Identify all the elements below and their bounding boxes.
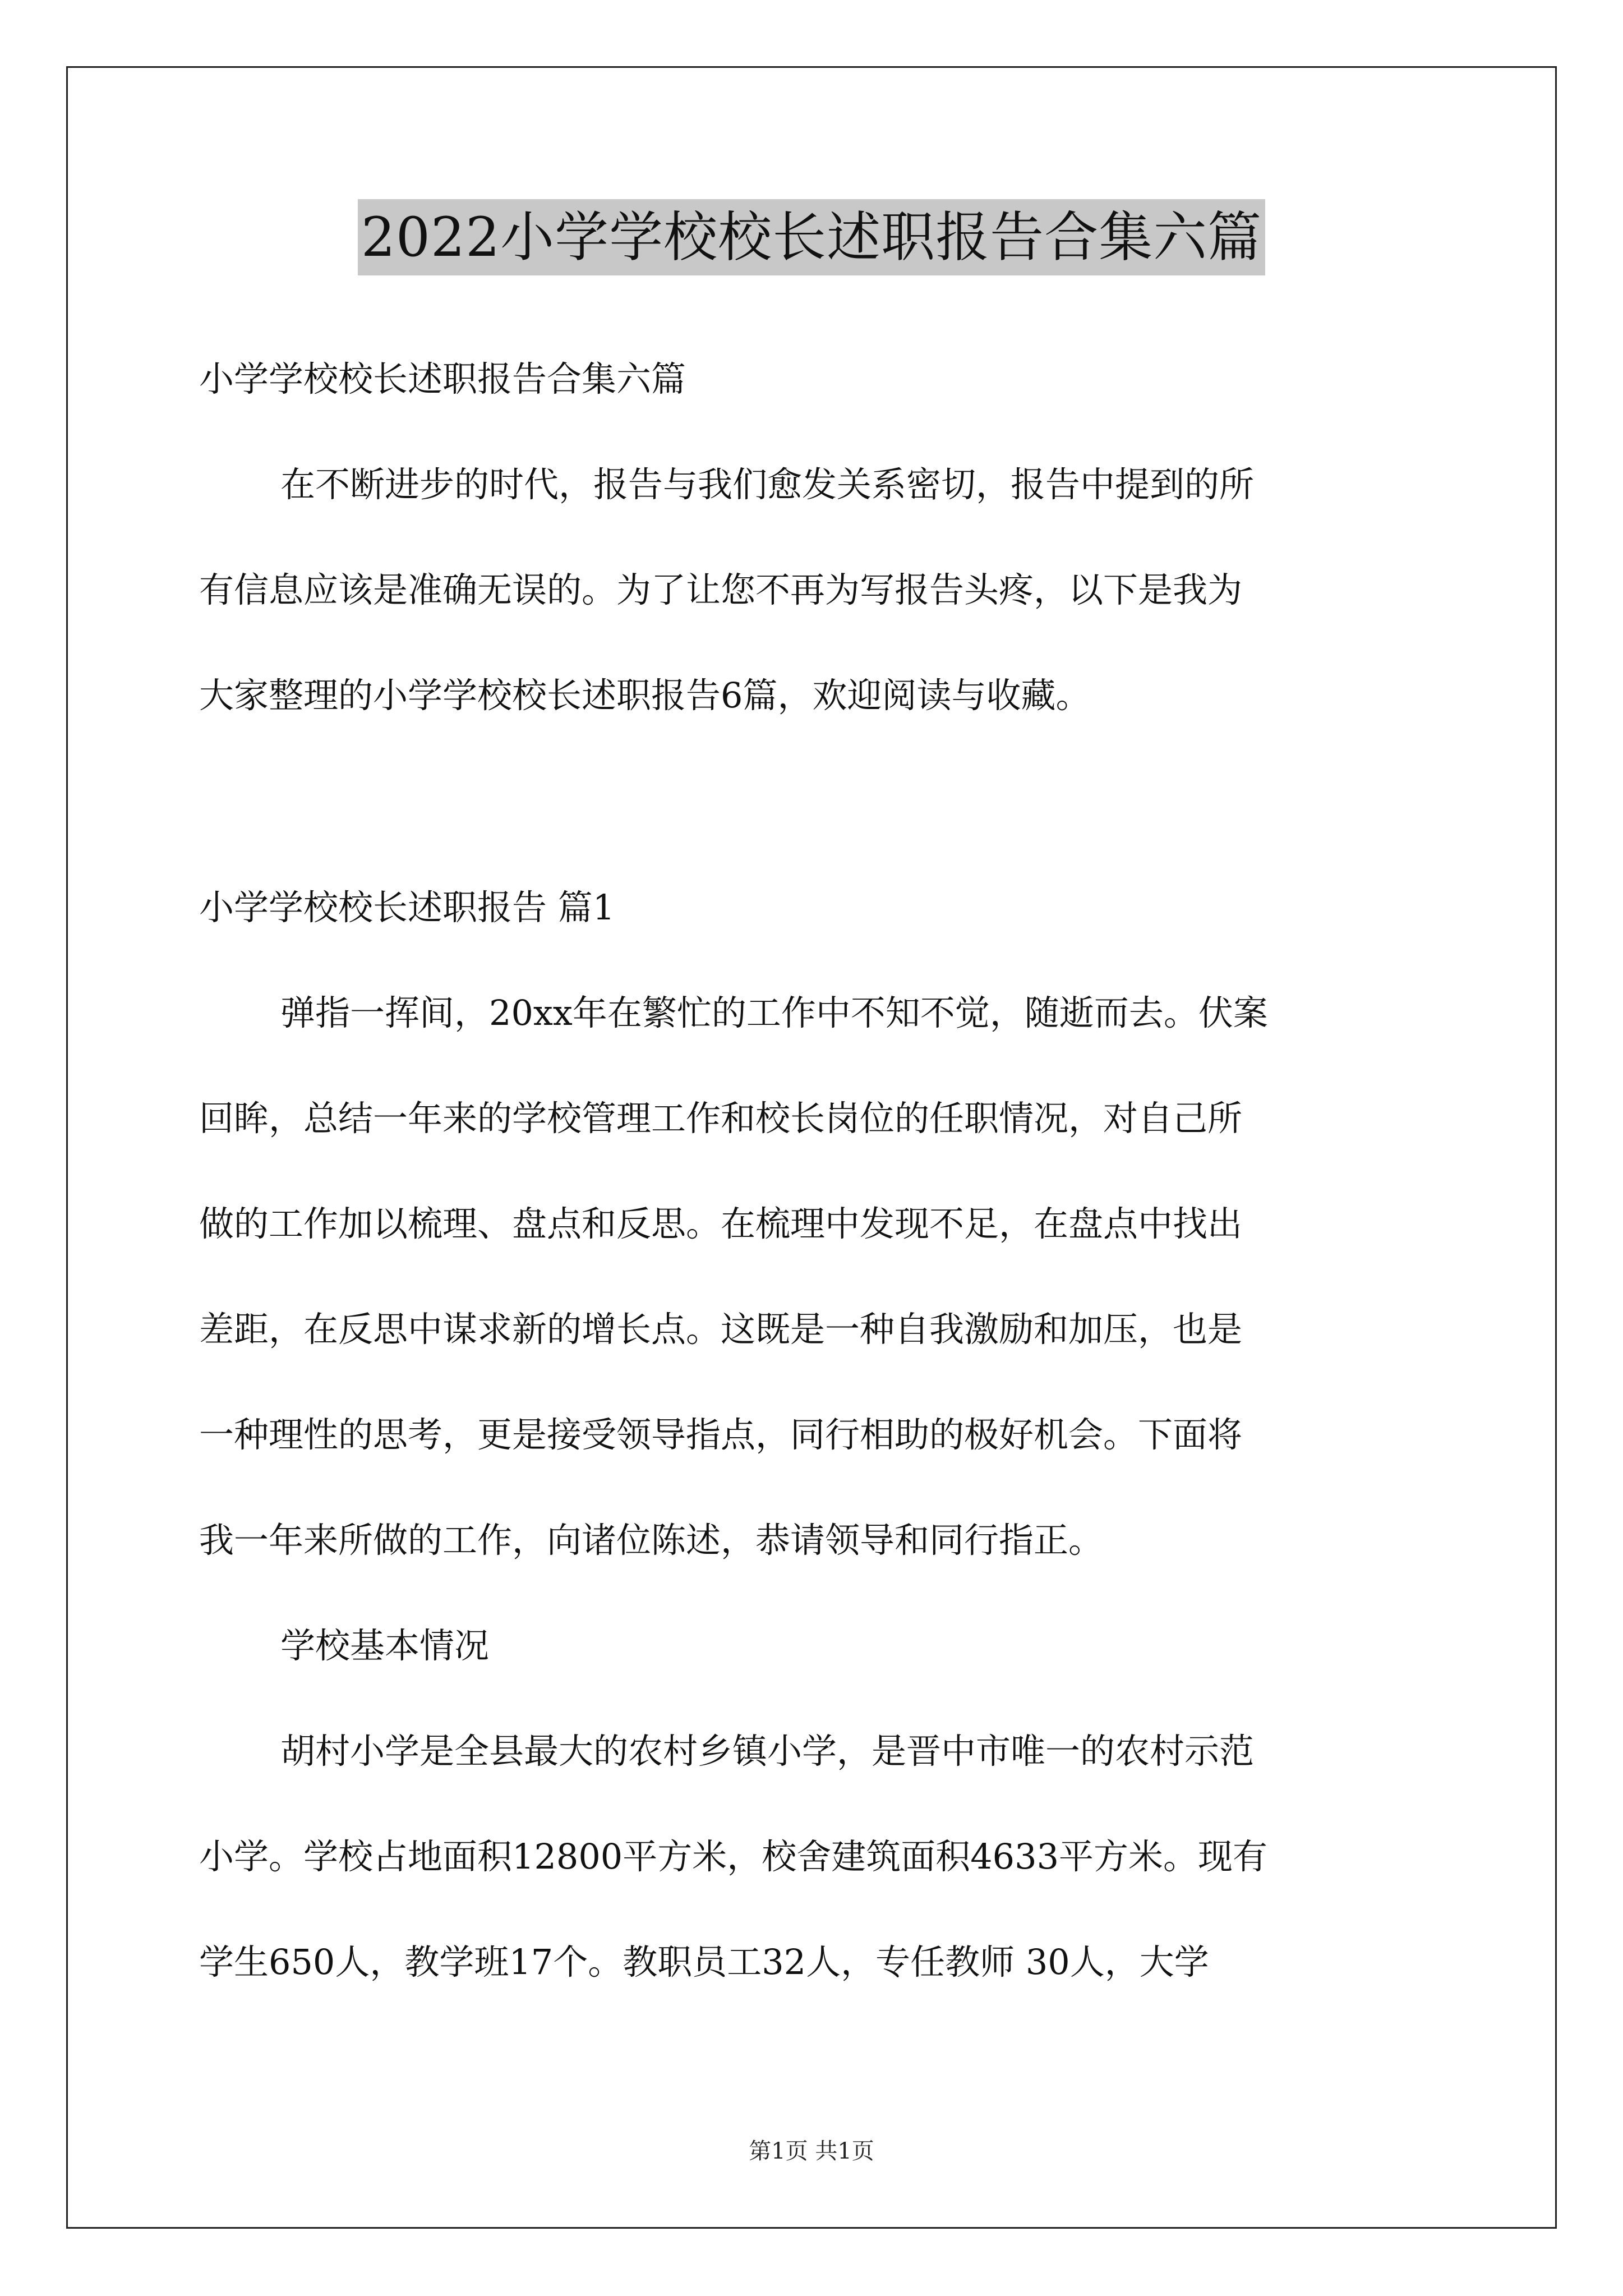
paragraph-line: 胡村小学是全县最大的农村乡镇小学，是晋中市唯一的农村示范 [280, 1731, 1255, 1772]
section-heading: 小学学校校长述职报告 篇1 [199, 887, 615, 928]
document-title: 2022小学学校校长述职报告合集六篇 [358, 199, 1265, 275]
paragraph-line: 弹指一挥间，20xx年在繁忙的工作中不知不觉，随逝而去。伏案 [280, 992, 1268, 1033]
paragraph-line: 小学。学校占地面积12800平方米，校舍建筑面积4633平方米。现有 [199, 1836, 1268, 1877]
paragraph-line: 有信息应该是准确无误的。为了让您不再为写报告头疼，以下是我为 [199, 569, 1243, 610]
paragraph-line: 大家整理的小学学校校长述职报告6篇，欢迎阅读与收藏。 [199, 675, 1091, 716]
paragraph-line: 学生650人，教学班17个。教职员工32人，专任教师 30人，大学 [199, 1941, 1209, 1982]
paragraph-line: 一种理性的思考，更是接受领导指点，同行相助的极好机会。下面将 [199, 1414, 1243, 1455]
page-footer: 第1页 共1页 [749, 2138, 874, 2164]
paragraph-line: 做的工作加以梳理、盘点和反思。在梳理中发现不足，在盘点中找出 [199, 1203, 1243, 1244]
paragraph-line: 回眸，总结一年来的学校管理工作和校长岗位的任职情况，对自己所 [199, 1098, 1243, 1139]
subsection-heading: 学校基本情况 [280, 1625, 490, 1666]
title-container [0, 199, 1623, 275]
paragraph-line: 在不断进步的时代，报告与我们愈发关系密切，报告中提到的所 [280, 464, 1255, 505]
paragraph-line: 我一年来所做的工作，向诸位陈述，恭请领导和同行指正。 [199, 1520, 1104, 1561]
paragraph-line: 差距，在反思中谋求新的增长点。这既是一种自我激励和加压，也是 [199, 1309, 1243, 1350]
subtitle-line: 小学学校校长述职报告合集六篇 [199, 358, 686, 399]
